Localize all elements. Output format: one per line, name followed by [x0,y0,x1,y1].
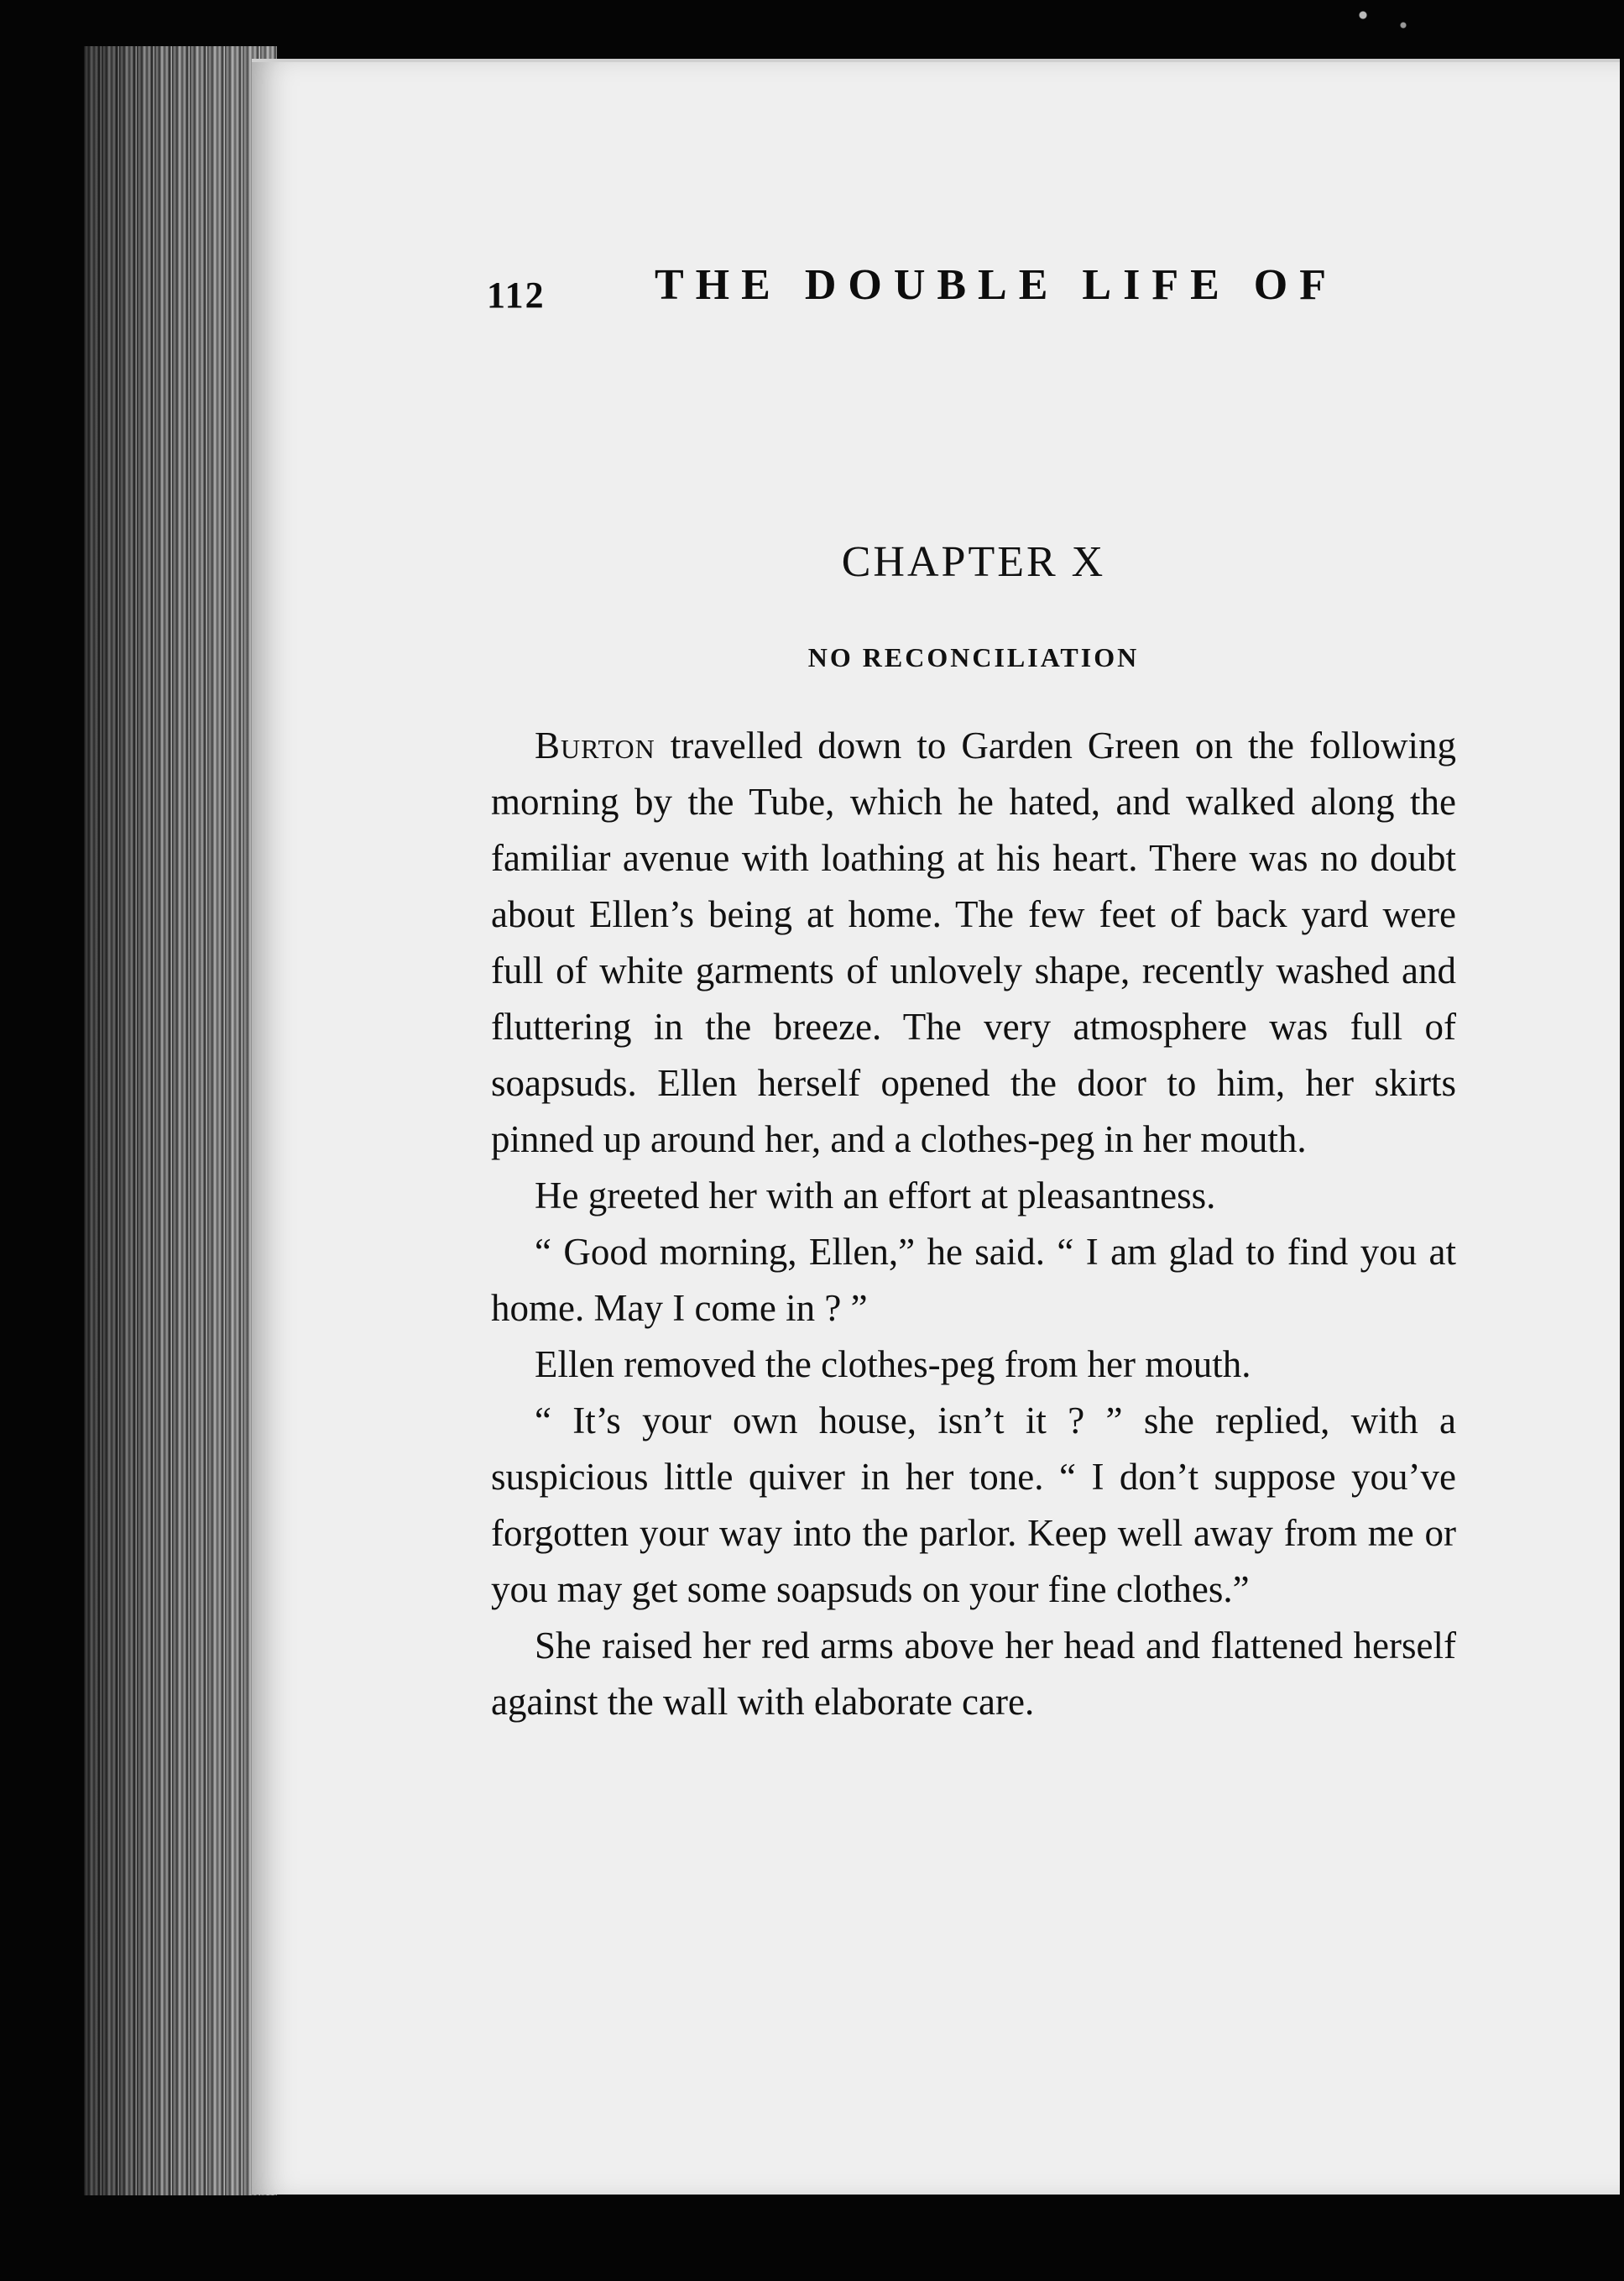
paragraph-text: travelled down to Garden Green on the following morning by the Tube, which he hated, and walked along the familiar avenue with loathing at his heart. There was no doubt about Ellen’s being at home. The few feet of back yard were full of white garments of unlovely shape, recently washed and fluttering in the breeze. The very atmosphere was full of soapsuds. Ellen herself opened the door to him, her skirts pinned up around her, and a clothes-peg in her mouth. [491,725,1456,1160]
chapter-subtitle: NO RECONCILIATION [807,642,1140,672]
chapter-body [491,718,1456,1730]
book-page-edges [84,46,277,2195]
scan-artifact [1309,0,1444,50]
running-head [487,260,1410,319]
paragraph-2: He greeted her with an effort at pleasantness. [535,1175,1216,1216]
paragraph-1 [491,718,1456,1168]
paragraph-5: “ It’s your own house, isn’t it ? ” she replied, with a suspicious little quiver in her tone. “ I don’t suppose you’ve forgotten your way into the parlor. Keep well away from me or you may get some soapsuds on your fine clothes.” [491,1399,1456,1610]
paragraph-4: Ellen removed the clothes-peg from her mouth. [535,1343,1251,1385]
chapter-title: CHAPTER X [841,538,1106,586]
running-title: THE DOUBLE LIFE OF [655,261,1338,309]
paragraph-3: “ Good morning, Ellen,” he said. “ I am glad to find you at home. May I come in ? ” [491,1231,1456,1329]
paragraph-lead-word: Burton [535,725,655,766]
paragraph-6: She raised her red arms above her head and flattened herself against the wall with elaborate care. [491,1624,1456,1723]
page-number: 112 [487,275,546,316]
